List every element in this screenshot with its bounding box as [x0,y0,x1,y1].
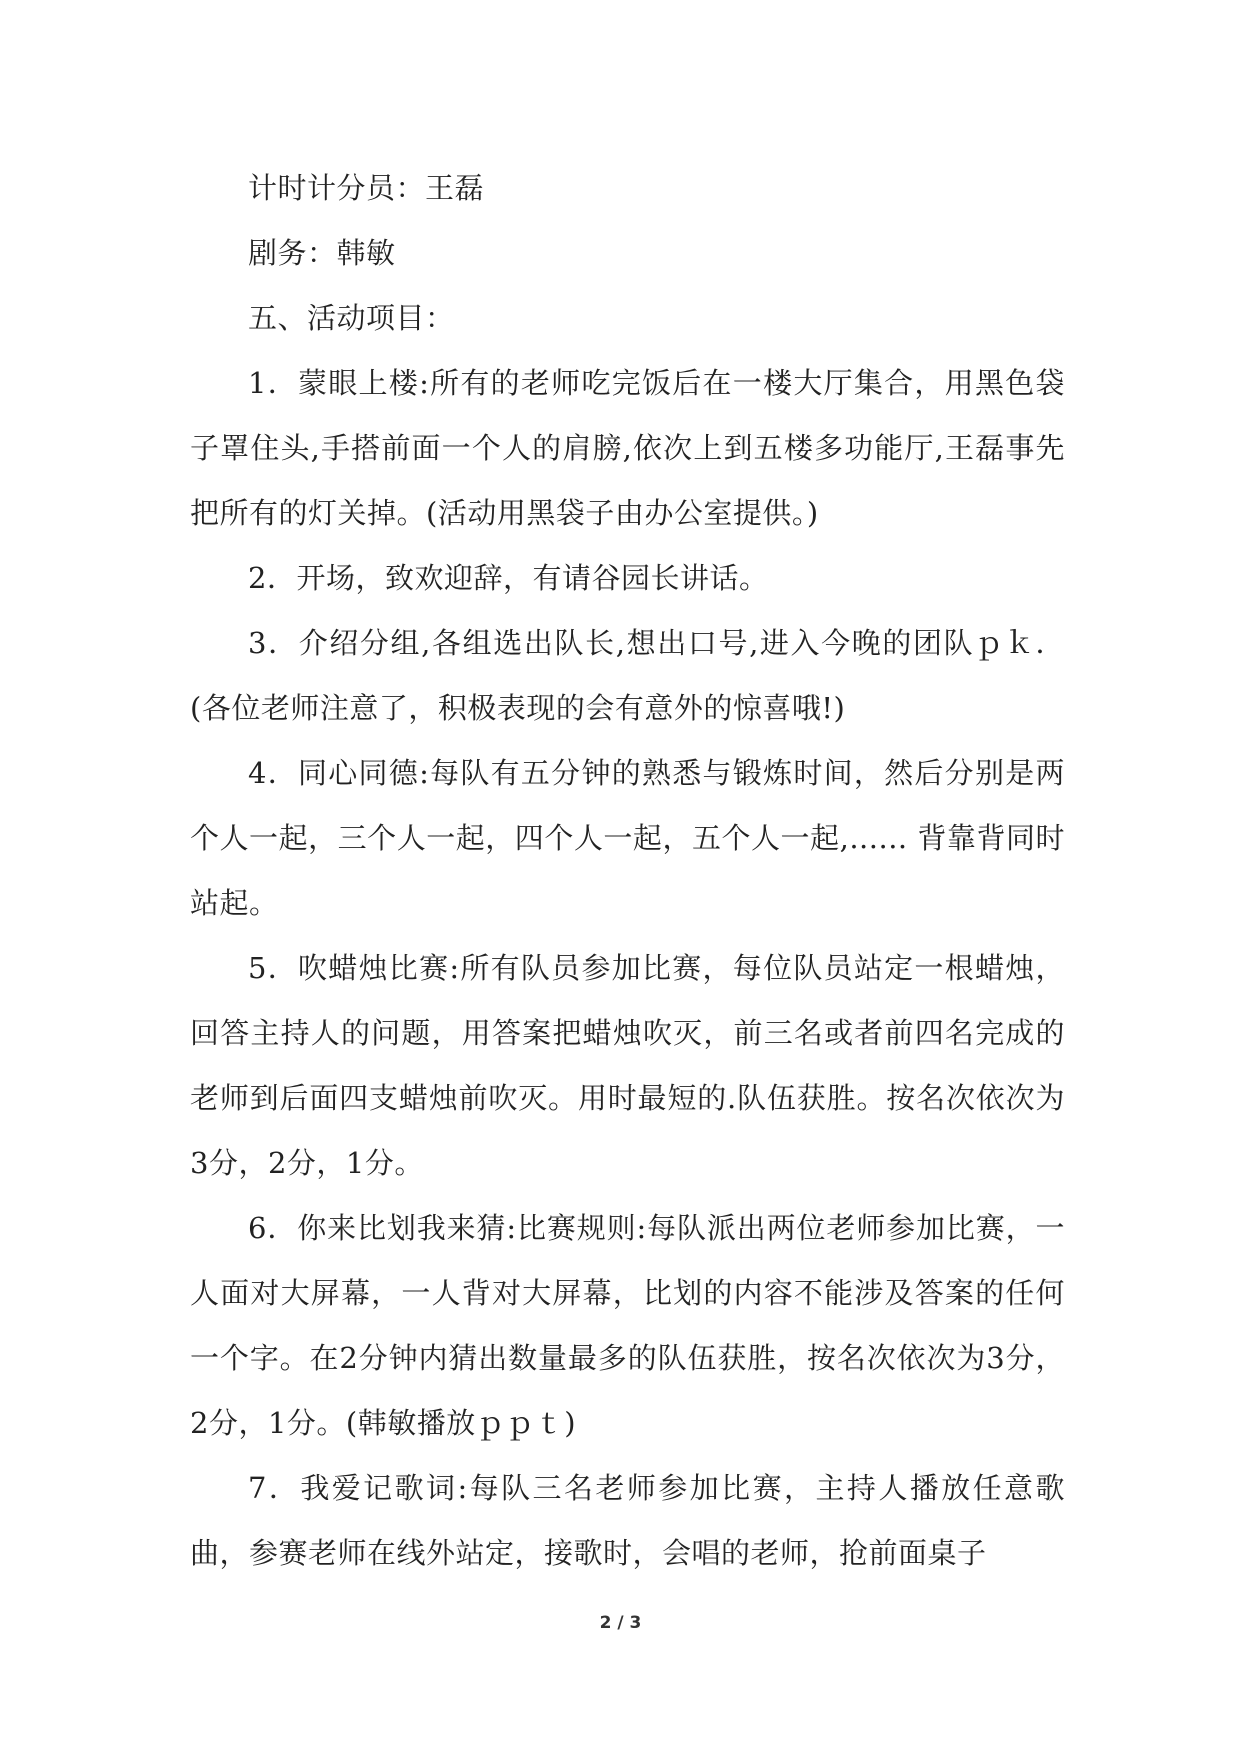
paragraph-stage-crew: 剧务：韩敏 [248,236,396,270]
paragraph-item-1: 1．蒙眼上楼:所有的老师吃完饭后在一楼大厅集合，用黑色袋子罩住头,手搭前面一个人的肩膀,依次上到五楼多功能厅,王磊事先把所有的灯关掉。(活动用黑袋子由办公室提供。) [190,366,1065,530]
page-number: 2 / 3 [599,1613,642,1633]
paragraph-item-5: 5．吹蜡烛比赛:所有队员参加比赛，每位队员站定一根蜡烛，回答主持人的问题，用答案把蜡烛吹灭，前三名或者前四名完成的老师到后面四支蜡烛前吹灭。用时最短的.队伍获胜。按名次依次为3分，2分，1分。 [190,951,1065,1180]
paragraph-item-2: 2．开场，致欢迎辞，有请谷园长讲话。 [248,561,769,595]
paragraph-item-4: 4．同心同德:每队有五分钟的熟悉与锻炼时间，然后分别是两个人一起，三个人一起，四个人一起，五个人一起,...... 背靠背同时站起。 [190,756,1065,920]
paragraph-item-3: 3．介绍分组,各组选出队长,想出口号,进入今晚的团队ｐｋ．(各位老师注意了，积极表现的会有意外的惊喜哦!) [190,626,1065,725]
document-body [190,156,1065,1586]
paragraph-item-7: 7．我爱记歌词:每队三名老师参加比赛，主持人播放任意歌曲，参赛老师在线外站定，接歌时，会唱的老师，抢前面桌子 [190,1471,1065,1570]
paragraph-item-6: 6．你来比划我来猜:比赛规则:每队派出两位老师参加比赛，一人面对大屏幕，一人背对大屏幕，比划的内容不能涉及答案的任何一个字。在2分钟内猜出数量最多的队伍获胜，按名次依次为3分，2分，1分。(韩敏播放ｐｐｔ) [190,1211,1065,1440]
paragraph-timekeeper: 计时计分员：王磊 [248,171,485,205]
section-heading-activities: 五、活动项目： [248,301,455,335]
